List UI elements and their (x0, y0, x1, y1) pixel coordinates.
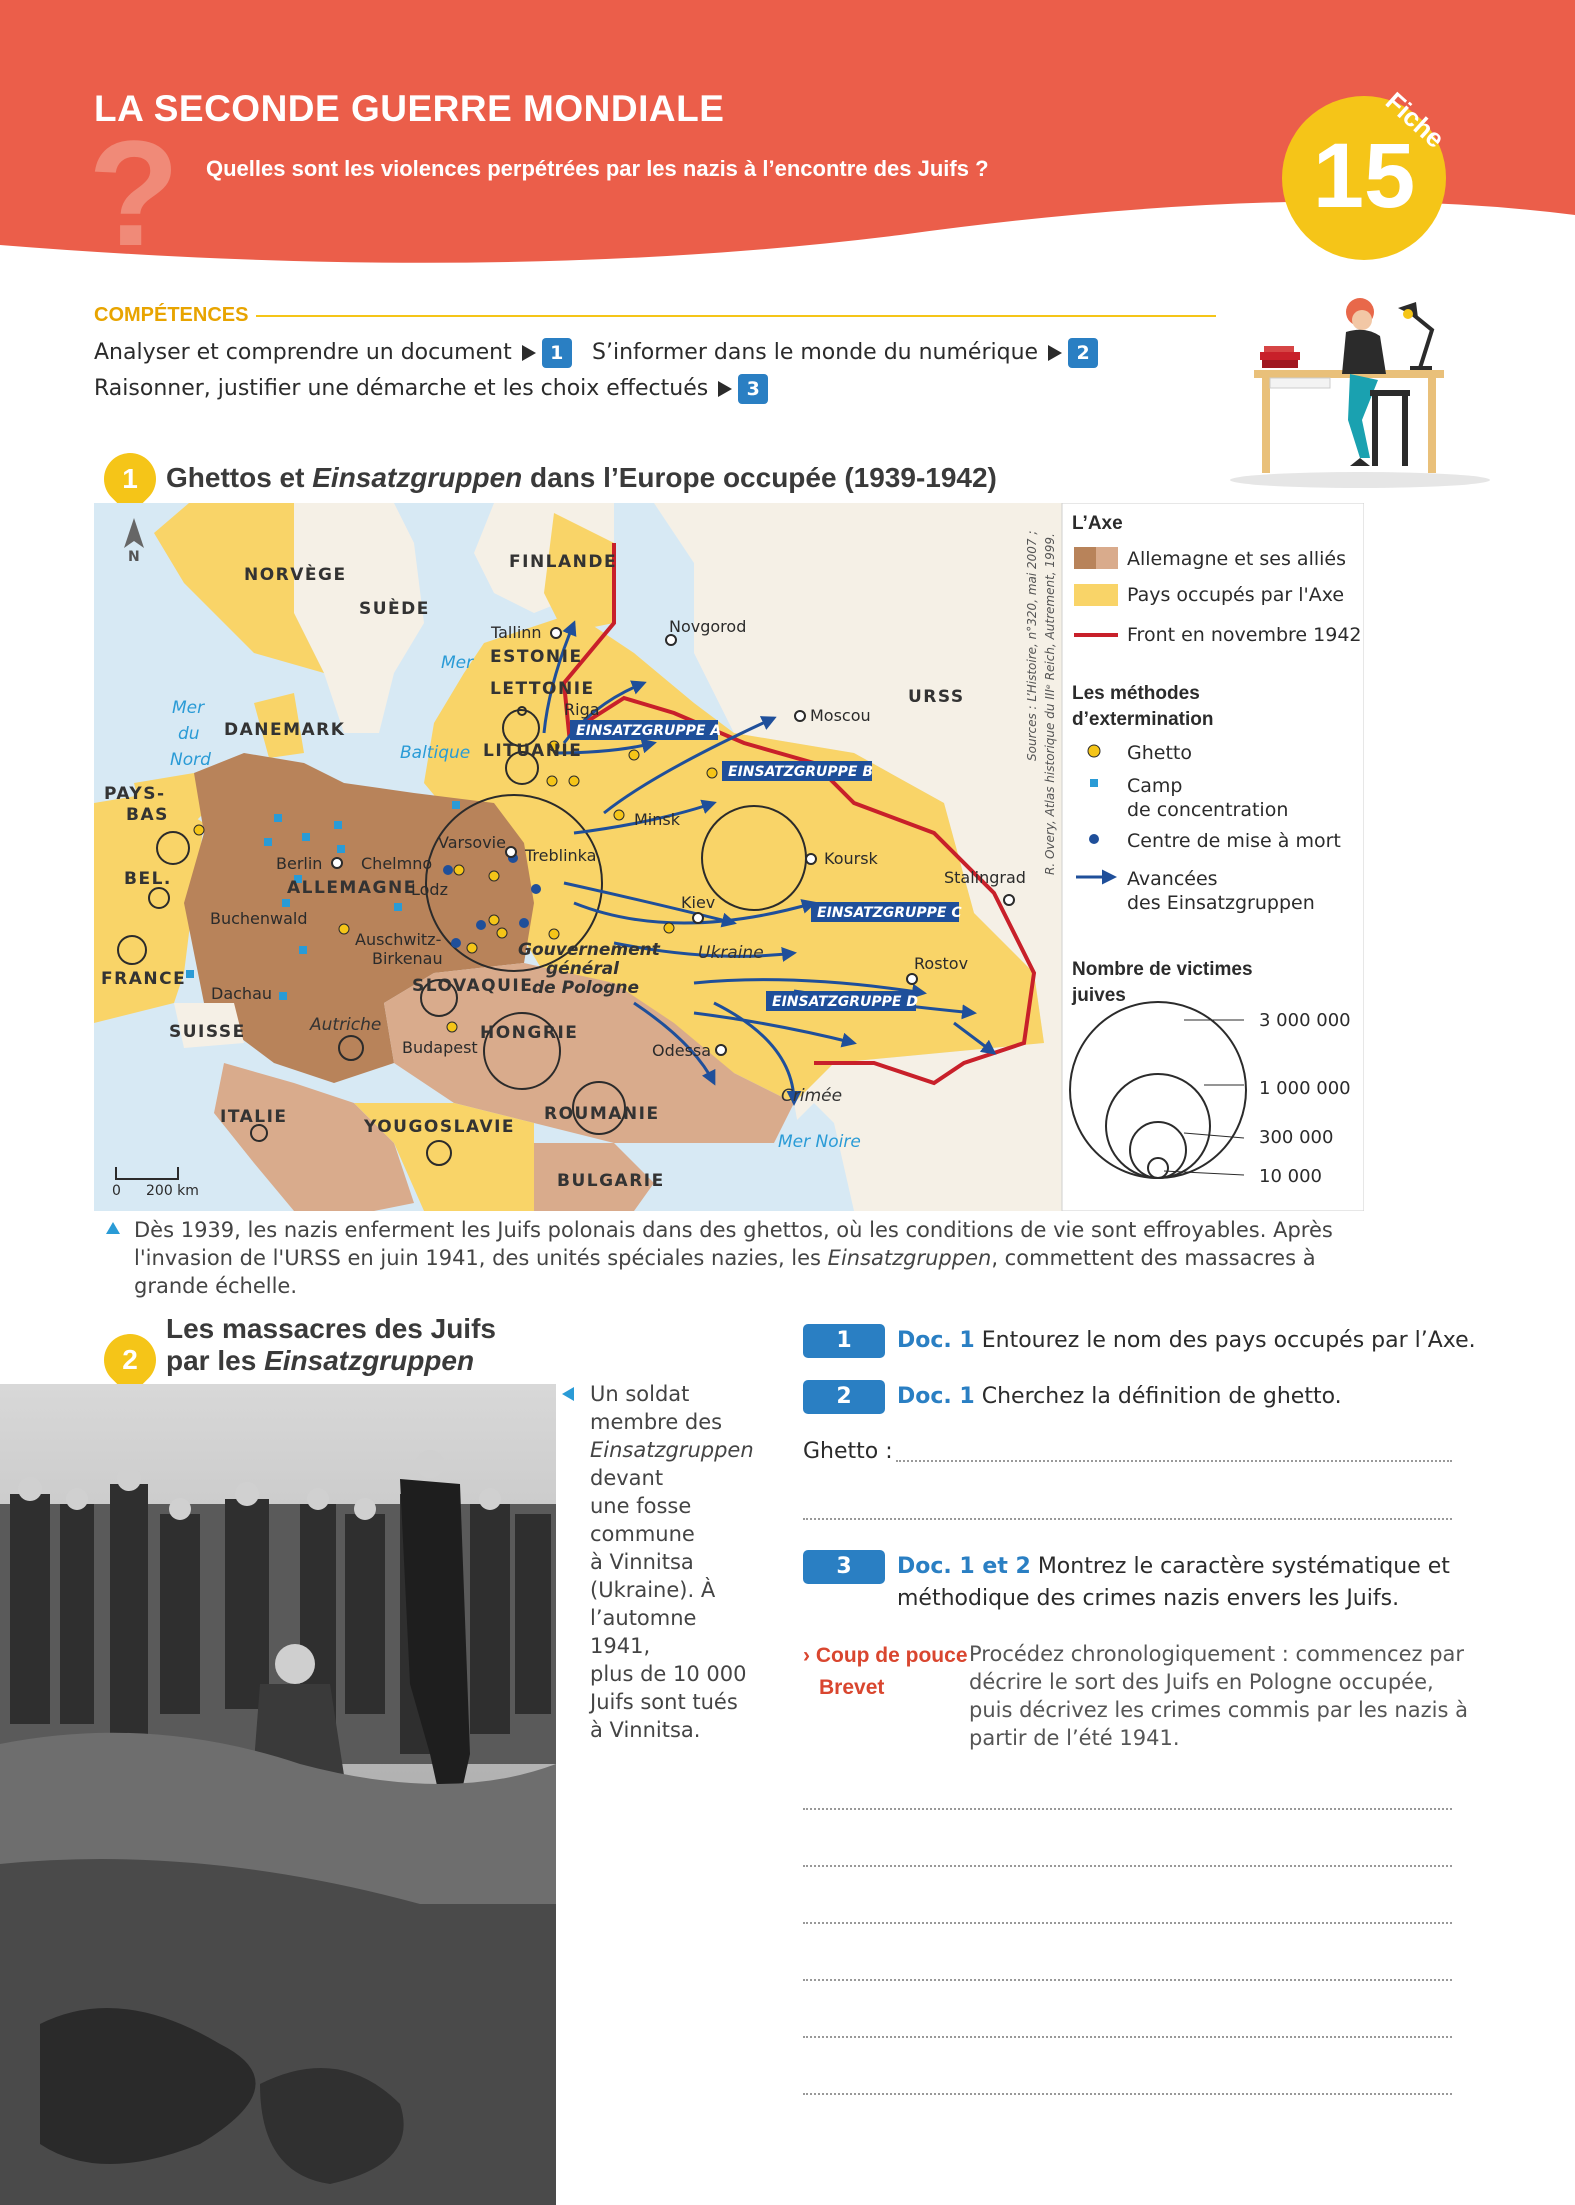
ghetto-star-icon (194, 825, 204, 835)
question-1-badge: 1 (803, 1324, 885, 1358)
label-norvege: NORVÈGE (244, 565, 347, 585)
label-bel: BEL. (124, 869, 172, 889)
legend-avancees-1: Avancées (1127, 868, 1218, 890)
camp-icon (334, 821, 342, 829)
ghetto-star-icon (339, 924, 349, 934)
caption-triangle-left-icon (562, 1387, 576, 1403)
ghetto-star-icon (467, 943, 477, 953)
city-lodz: Lodz (411, 880, 448, 899)
label-paysbas-2: BAS (126, 805, 169, 825)
city-dot (551, 628, 561, 638)
label-mer-nord-2: du (178, 724, 200, 744)
camp-icon (452, 801, 460, 809)
city-rostov: Rostov (914, 954, 969, 973)
city-berlin: Berlin (276, 854, 323, 873)
camp-icon (299, 946, 307, 954)
legend-camp-1: Camp (1127, 775, 1183, 797)
scale-zero: 0 (112, 1183, 121, 1199)
city-dot (506, 847, 516, 857)
question-3-badge: 3 (803, 1550, 885, 1584)
label-suisse: SUISSE (169, 1022, 246, 1042)
legend-axe-title: L’Axe (1072, 513, 1123, 534)
label-baltique-2: Baltique (400, 743, 471, 763)
legend-v3: 300 000 (1259, 1127, 1334, 1148)
killing-centre-icon (519, 918, 529, 928)
label-mer-noire: Mer Noire (778, 1132, 861, 1152)
label-ukraine: Ukraine (698, 943, 764, 963)
ghetto-star-icon (614, 810, 624, 820)
ghetto-star-icon (489, 915, 499, 925)
competence-label: S’informer dans le monde du numérique (592, 340, 1039, 365)
legend-methodes-2: d’extermination (1072, 709, 1214, 730)
ghetto-star-icon (549, 929, 559, 939)
massacre-photo (0, 1384, 556, 2205)
camp-icon (337, 845, 345, 853)
city-odessa: Odessa (652, 1041, 712, 1060)
city-dot (806, 854, 816, 864)
caption-triangle-icon (106, 1222, 122, 1236)
einsatzgruppe-b-label: EINSATZGRUPPE B (728, 764, 874, 780)
city-minsk: Minsk (634, 810, 680, 829)
doc1-title: Ghettos et Einsatzgruppen dans l’Europe occupée (1939-1942) (166, 462, 997, 493)
legend-centre-icon (1089, 834, 1099, 844)
answer-line[interactable] (803, 1920, 1452, 1924)
ghetto-star-icon (454, 865, 464, 875)
ghetto-star-icon (707, 768, 717, 778)
arrow-icon (718, 381, 732, 397)
answer-line[interactable] (803, 1516, 1452, 1520)
killing-centre-icon (531, 884, 541, 894)
city-dot (1004, 895, 1014, 905)
fiche-number: 15 (1312, 125, 1416, 227)
label-italie: ITALIE (220, 1107, 288, 1127)
competence-item (94, 374, 768, 404)
label-urss: URSS (908, 687, 965, 707)
label-slovaquie: SLOVAQUIE (412, 976, 534, 996)
answer-line[interactable] (803, 1806, 1452, 1810)
city-kiev: Kiev (681, 893, 716, 912)
legend-allemagne: Allemagne et ses alliés (1127, 548, 1347, 570)
question-2-badge: 2 (803, 1380, 885, 1414)
question-1: Doc. 1 Entourez le nom des pays occupés par l’Axe. (897, 1328, 1476, 1353)
city-auschwitz-2: Birkenau (372, 949, 443, 968)
city-moscou: Moscou (810, 706, 871, 725)
ghetto-star-icon (447, 1022, 457, 1032)
legend-methodes-1: Les méthodes (1072, 683, 1200, 704)
answer-line[interactable] (803, 1977, 1452, 1981)
question-mark-icon: ? (88, 109, 180, 277)
einsatzgruppe-c-label: EINSATZGRUPPE C (817, 905, 962, 921)
label-bulgarie: BULGARIE (557, 1171, 665, 1191)
legend-victimes-2: juives (1072, 985, 1126, 1006)
city-dot (693, 913, 703, 923)
legend-swatch-front (1074, 633, 1118, 637)
ghetto-star-icon (664, 923, 674, 933)
page-title: LA SECONDE GUERRE MONDIALE (94, 88, 725, 129)
city-treblinka: Treblinka (525, 846, 597, 865)
student-desk-illustration (1210, 290, 1490, 490)
city-koursk: Koursk (824, 849, 878, 868)
legend-occupes: Pays occupés par l'Axe (1127, 584, 1345, 606)
competence-item (592, 338, 1098, 368)
legend-camp-2: de concentration (1127, 799, 1289, 821)
label-allemagne: ALLEMAGNE (287, 878, 417, 898)
camp-icon (302, 833, 310, 841)
competence-label: Raisonner, justifier une démarche et les choix effectués (94, 376, 709, 401)
city-dot (666, 635, 676, 645)
legend-avancees-2: des Einsatzgruppen (1127, 892, 1315, 914)
label-paysbas-1: PAYS- (104, 784, 166, 804)
ghetto-star-icon (497, 928, 507, 938)
legend-swatch-germany (1074, 547, 1096, 569)
killing-centre-icon (476, 920, 486, 930)
killing-centre-icon (443, 865, 453, 875)
legend-centre: Centre de mise à mort (1127, 830, 1341, 852)
legend-panel (1062, 503, 1364, 1211)
competences-divider (256, 315, 1216, 317)
competence-badge: 3 (738, 374, 768, 404)
city-chelmno: Chelmno (361, 854, 433, 873)
arrow-icon (522, 345, 536, 361)
camp-icon (394, 903, 402, 911)
doc2-title: Les massacres des Juifs par les Einsatzgruppen (166, 1313, 496, 1376)
answer-line-ghetto[interactable] (896, 1458, 1452, 1462)
competence-item (94, 338, 572, 368)
ghetto-star-icon (489, 871, 499, 881)
coup-de-pouce-text: Procédez chronologiquement : commencez par décrire le sort des Juifs en Pologne occupée, puis décrivez les crimes commis par les nazis à partir de l’été 1941. (969, 1642, 1468, 1750)
label-lettonie: LETTONIE (490, 679, 595, 699)
label-yougoslavie: YOUGOSLAVIE (364, 1117, 516, 1137)
city-auschwitz-1: Auschwitz- (355, 930, 442, 949)
scale-distance: 200 km (146, 1183, 199, 1199)
arrow-icon (1048, 345, 1062, 361)
legend-swatch-allies (1096, 547, 1118, 569)
competences-title: COMPÉTENCES (94, 304, 249, 326)
city-dot (907, 974, 917, 984)
fiche-label: Fiche (1379, 86, 1451, 154)
camp-icon (186, 970, 194, 978)
competence-badge: 2 (1068, 338, 1098, 368)
city-novgorod: Novgorod (669, 617, 747, 636)
city-buchenwald: Buchenwald (210, 909, 308, 928)
label-gouv-3: de Pologne (532, 978, 640, 998)
camp-icon (279, 992, 287, 1000)
legend-v4: 10 000 (1259, 1166, 1322, 1187)
city-tallinn: Tallinn (491, 623, 542, 642)
legend-front: Front en novembre 1942 (1127, 624, 1362, 646)
einsatzgruppe-a-label: EINSATZGRUPPE A (576, 723, 722, 739)
europe-map (94, 503, 1364, 1211)
city-dot (795, 711, 805, 721)
label-roumanie: ROUMANIE (544, 1104, 660, 1124)
label-lituanie: LITUANIE (483, 741, 583, 761)
killing-centre-icon (451, 938, 461, 948)
legend-ghetto: Ghetto (1127, 742, 1192, 764)
city-dot (332, 858, 342, 868)
einsatzgruppe-d-label: EINSATZGRUPPE D (772, 994, 918, 1010)
label-mer-nord-3: Nord (170, 750, 211, 770)
ghetto-star-icon (569, 776, 579, 786)
city-stalingrad: Stalingrad (944, 868, 1026, 887)
label-danemark: DANEMARK (224, 720, 346, 740)
competence-badge: 1 (542, 338, 572, 368)
legend-v2: 1 000 000 (1259, 1078, 1351, 1099)
camp-icon (264, 838, 272, 846)
photo-caption: Un soldat membre des Einsatzgruppen devant une fosse commune à Vinnitsa (Ukraine). À l’automne 1941, plus de 10 000 Juifs sont tués à Vinnitsa. (590, 1382, 754, 1742)
answer-line[interactable] (803, 2091, 1452, 2095)
sources-line-1: Sources : L’Histoire, n°320, mai 2007 ; (1025, 530, 1039, 761)
doc2-number: 2 (122, 1344, 138, 1375)
question-2: Doc. 1 Cherchez la définition de ghetto. (897, 1384, 1342, 1409)
competence-label: Analyser et comprendre un document (94, 340, 512, 365)
legend-ghetto-icon (1088, 745, 1100, 757)
city-riga: Riga (564, 700, 600, 719)
north-label: N (128, 549, 140, 565)
label-estonie: ESTONIE (490, 647, 583, 667)
ghetto-star-icon (629, 750, 639, 760)
map-caption: Dès 1939, les nazis enferment les Juifs polonais dans des ghettos, où les conditions de vie sont effroyables. Après l'invasion de l'URSS en juin 1941, des unités spéciales nazies, les Einsatzgruppen, commettent des massacres à grande échelle. (134, 1218, 1333, 1298)
city-varsovie: Varsovie (438, 833, 506, 852)
ghetto-label: Ghetto : (803, 1439, 893, 1464)
question-3: Doc. 1 et 2 Montrez le caractère systématique et méthodique des crimes nazis envers les Juifs. (897, 1554, 1450, 1611)
city-dachau: Dachau (211, 984, 273, 1003)
label-autriche: Autriche (310, 1015, 382, 1035)
answer-line[interactable] (803, 2034, 1452, 2038)
label-finlande: FINLANDE (509, 552, 618, 572)
page-question: Quelles sont les violences perpétrées par les nazis à l’encontre des Juifs ? (206, 156, 989, 181)
legend-camp-icon (1090, 779, 1098, 787)
camp-icon (274, 814, 282, 822)
sources-line-2: R. Overy, Atlas historique du IIIᵉ Reich, Autrement, 1999. (1043, 533, 1057, 875)
label-france: FRANCE (101, 969, 187, 989)
legend-swatch-occupied (1074, 584, 1118, 606)
legend-victimes-1: Nombre de victimes (1072, 959, 1253, 980)
label-gouv-2: général (546, 959, 620, 979)
camp-icon (282, 899, 290, 907)
label-gouv-1: Gouvernement (518, 940, 660, 960)
answer-line[interactable] (803, 1863, 1452, 1867)
ghetto-star-icon (547, 776, 557, 786)
label-hongrie: HONGRIE (480, 1023, 579, 1043)
label-suede: SUÈDE (359, 599, 430, 619)
label-crimee: Crimée (781, 1086, 843, 1106)
label-mer-nord-1: Mer (172, 698, 205, 718)
city-budapest: Budapest (402, 1038, 478, 1057)
label-baltique-1: Mer (441, 653, 474, 673)
coup-de-pouce-label: › Coup de pouce Brevet (803, 1644, 968, 1699)
doc1-number: 1 (122, 463, 138, 494)
legend-v1: 3 000 000 (1259, 1010, 1351, 1031)
city-dot (716, 1045, 726, 1055)
